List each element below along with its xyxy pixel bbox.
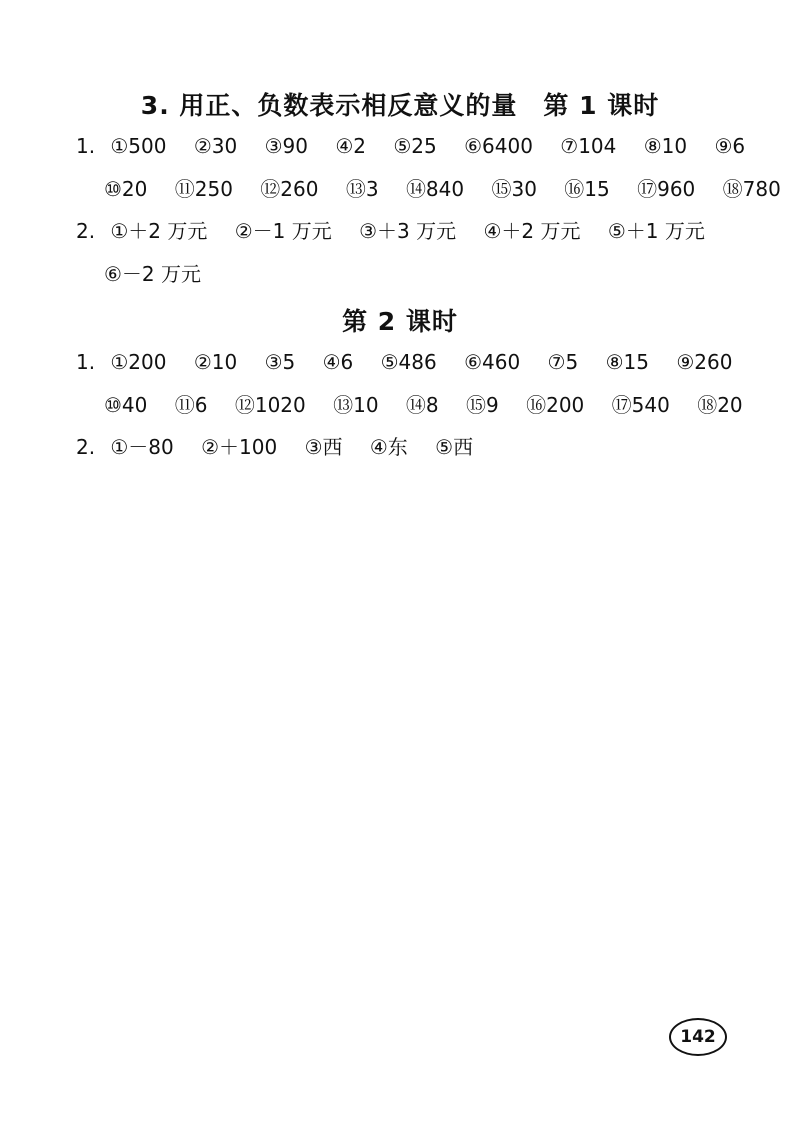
s1-q1-line2 (104, 172, 800, 206)
answer-item: ⑭8 (405, 393, 439, 417)
section-title-1: 3. 用正、负数表示相反意义的量 第 1 课时 (140, 91, 660, 120)
answer-item: ⑫1020 (234, 393, 306, 417)
section-title-2: 第 2 课时 (342, 307, 458, 336)
answer-item: ⑧15 (605, 350, 649, 374)
answer-item: ⑤25 (393, 134, 437, 158)
answer-item: ⑨6 (714, 134, 746, 158)
answer-item: ⑬10 (333, 393, 379, 417)
answer-item: ⑭840 (405, 177, 465, 201)
answer-item: ④6 (322, 350, 354, 374)
s1-q1-line1: 1. ①500 ②30 ③90 ④2 ⑤25 ⑥6400 ⑦104 ⑧10 ⑨6 (76, 129, 766, 163)
answer-item: ⑱20 (697, 393, 743, 417)
answer-item: ⑦104 (560, 134, 617, 158)
answer-item: ⑪250 (174, 177, 233, 201)
answer-item: ⑯200 (526, 393, 585, 417)
answer-item: ⑪6 (174, 393, 208, 417)
answer-item: ④东 (369, 435, 408, 459)
answer-item: ①200 (110, 350, 167, 374)
answer-item: ②30 (193, 134, 238, 158)
answer-item: ③5 (264, 350, 296, 374)
answer-item: ①500 (110, 134, 167, 158)
answer-item: ⑤486 (380, 350, 437, 374)
answer-item: ⑧10 (643, 134, 688, 158)
answer-item: ⑩40 (104, 393, 148, 417)
answer-item: ⑮9 (466, 393, 499, 417)
answer-item: ⑱780 (722, 177, 781, 201)
answer-item: ②10 (193, 350, 238, 374)
answer-item: ②－1 万元 (234, 219, 332, 243)
answer-item: ①－80 (110, 435, 174, 459)
answer-item: ⑦5 (547, 350, 579, 374)
answer-item: ④＋2 万元 (483, 219, 581, 243)
answer-item: ⑫260 (260, 177, 319, 201)
page-number: 142 (669, 1018, 727, 1056)
answer-item: ⑨260 (676, 350, 733, 374)
answer-item: ⑰540 (611, 393, 670, 417)
answer-item: ②＋100 (201, 435, 278, 459)
answer-item: ⑥－2 万元 (104, 262, 202, 286)
answer-item: ⑤西 (435, 435, 474, 459)
answer-item: ④2 (335, 134, 366, 158)
answer-item: ⑯15 (564, 177, 610, 201)
s1-q2-line2 (104, 257, 222, 291)
answer-item: ①＋2 万元 (110, 219, 208, 243)
answer-item: ⑮30 (491, 177, 537, 201)
answer-item: ⑤＋1 万元 (607, 219, 705, 243)
s2-q1-line2 (104, 388, 764, 422)
answer-item: ⑥460 (464, 350, 521, 374)
answer-item: ⑩20 (104, 177, 148, 201)
answer-item: ⑥6400 (464, 134, 533, 158)
answer-item: ③90 (264, 134, 308, 158)
s2-q2-line1: 2. ①－80 ②＋100 ③西 ④东 ⑤西 (76, 430, 494, 464)
answer-item: ⑰960 (637, 177, 696, 201)
s2-q1-line1: 1. ①200 ②10 ③5 ④6 ⑤486 ⑥460 ⑦5 ⑧15 ⑨260 (76, 345, 753, 379)
answer-item: ⑬3 (345, 177, 379, 201)
answer-item: ③＋3 万元 (359, 219, 457, 243)
answer-item: ③西 (304, 435, 343, 459)
s1-q2-line1: 2. ①＋2 万元 ②－1 万元 ③＋3 万元 ④＋2 万元 ⑤＋1 万元 (76, 214, 726, 248)
